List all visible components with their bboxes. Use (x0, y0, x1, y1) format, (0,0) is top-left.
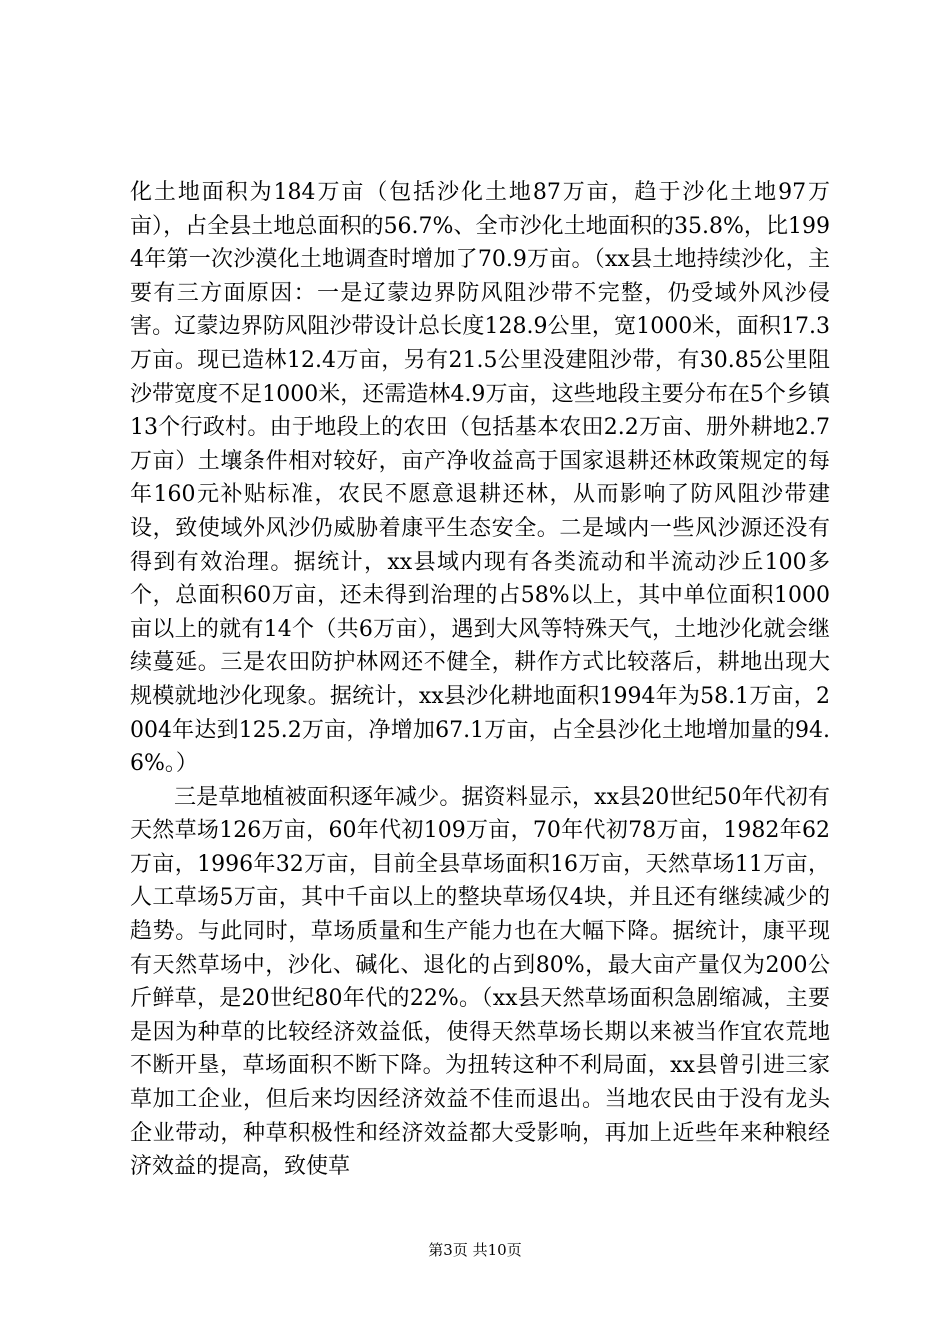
body-paragraph: 三是草地植被面积逐年减少。据资料显示，xx县20世纪50年代初有天然草场126万亩，60年代初109万亩，70年代初78万亩，1982年62万亩，1996年32万亩，目前全县草场面积16万亩，天然草场11万亩，人工草场5万亩，其中千亩以上的整块草场仅4块，并且还有继续减少的趋势。与此同时，草场质量和生产能力也在大幅下降。据统计，康平现有天然草场中，沙化、碱化、退化的占到80%，最大亩产量仅为200公斤鲜草，是20世纪80年代的22%。（xx县天然草场面积急剧缩减，主要是因为种草的比较经济效益低，使得天然草场长期以来被当作宜农荒地不断开垦，草场面积不断下降。为扭转这种不利局面，xx县曾引进三家草加工企业，但后来均因经济效益不佳而退出。当地农民由于没有龙头企业带动，种草积极性和经济效益都大受影响，再加上近些年来种粮经济效益的提高，致使草 (130, 784, 831, 1180)
body-paragraph: 化土地面积为184万亩（包括沙化土地87万亩，趋于沙化土地97万亩），占全县土地总面积的56.7%、全市沙化土地面积的35.8%，比1994年第一次沙漠化土地调查时增加了70.9万亩。（xx县土地持续沙化，主要有三方面原因：一是辽蒙边界防风阻沙带不完整，仍受域外风沙侵害。辽蒙边界防风阻沙带设计总长度128.9公里，宽1000米，面积17.3万亩。现已造林12.4万亩，另有21.5公里没建阻沙带，有30.85公里阻沙带宽度不足1000米，还需造林4.9万亩，这些地段主要分布在5个乡镇13个行政村。由于地段上的农田（包括基本农田2.2万亩、册外耕地2.7万亩）土壤条件相对较好，亩产净收益高于国家退耕还林政策规定的每年160元补贴标准，农民不愿意退耕还林，从而影响了防风阻沙带建设，致使域外风沙仍威胁着康平生态安全。二是域内一些风沙源还没有得到有效治理。据统计，xx县域内现有各类流动和半流动沙丘100多个，总面积60万亩，还未得到治理的占58%以上，其中单位面积1000亩以上的就有14个（共6万亩），遇到大风等特殊天气，土地沙化就会继续蔓延。三是农田防护林网还不健全，耕作方式比较落后，耕地出现大规模就地沙化现象。据统计，xx县沙化耕地面积1994年为58.1万亩，2004年达到125.2万亩，净增加67.1万亩，占全县沙化土地增加量的94.6%。） (130, 180, 830, 777)
document-body (130, 176, 830, 1184)
page-number-footer: 第3页 共10页 (428, 1241, 522, 1259)
